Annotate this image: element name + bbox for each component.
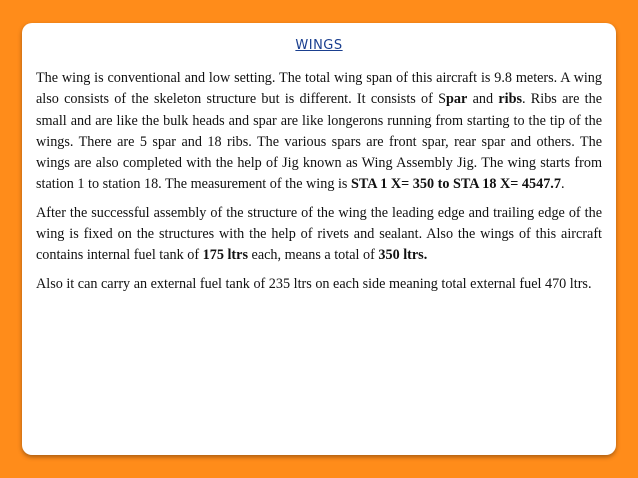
text-span: . Ribs are the small and are like the bulk heads and spar are like longerons running from starting to the tip of the wings. There are 5 spar and 18 ribs. The various spars are front spar, rear spar and others. The wings are also completed with the help of Jig known as Wing Assembly Jig. The wing starts from station 1 to station 18. The measurement of the wing is: [36, 91, 602, 193]
paragraph-assembly-fuel: [36, 203, 602, 267]
slide-card: [22, 23, 616, 455]
bold-text: STA 1 X= 350 to STA 18 X= 4547.7: [350, 176, 561, 193]
bold-text: par: [446, 91, 468, 108]
text-span: and: [467, 91, 499, 108]
text-span: After the successful assembly of the structure of the wing the leading edge and trailing edge of the wing is fixed on the structures with the help of rivets and sealant. Also the wings of this aircraft contains internal fuel tank of: [36, 204, 602, 264]
bold-text: 350 ltrs.: [378, 247, 428, 264]
text-span: Also it can carry an external fuel tank of 235 ltrs on each side meaning total external fuel 470 ltrs.: [36, 275, 592, 292]
bold-text: 175 ltrs: [202, 247, 248, 264]
slide-title: WINGS: [295, 38, 343, 53]
text-span: each, means a total of: [247, 247, 379, 264]
bold-text: ribs: [498, 91, 522, 108]
text-span: The wing is conventional and low setting. The total wing span of this aircraft is 9.8 meters. A wing also consists of the skeleton structure but is different. It consists of S: [36, 70, 602, 108]
text-span: .: [560, 176, 565, 193]
paragraph-external-tank: [36, 274, 602, 295]
paragraph-wing-structure: [36, 68, 602, 196]
